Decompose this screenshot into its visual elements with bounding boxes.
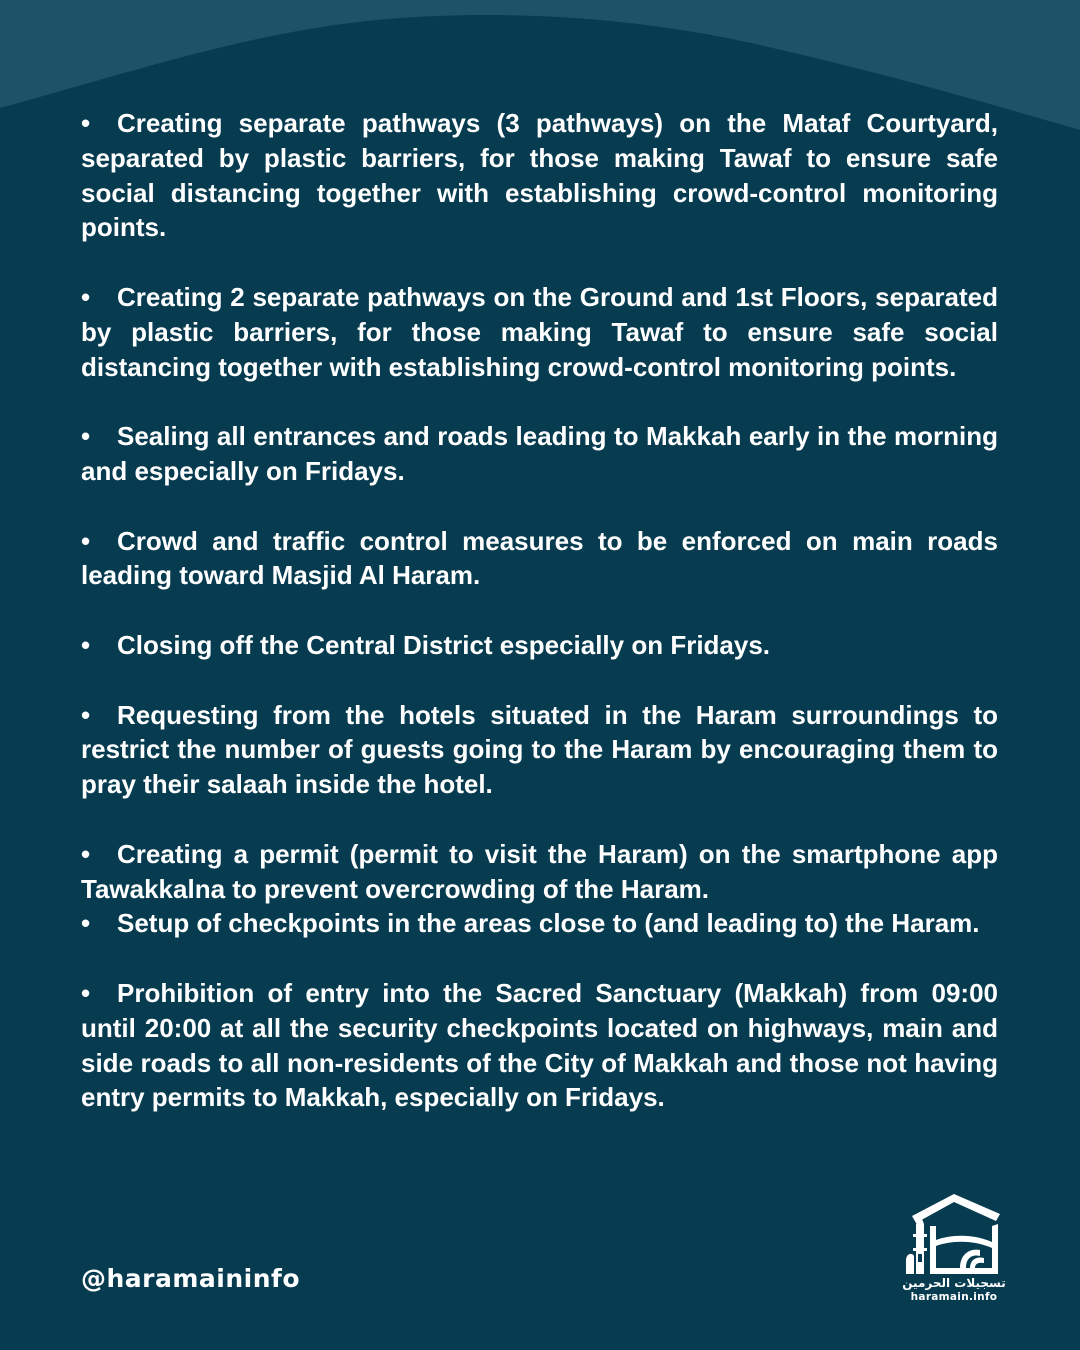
bullet-item (81, 837, 998, 907)
logo-url-text: haramain.info (910, 1291, 998, 1303)
bullet-text: Prohibition of entry into the Sacred Sanctuary (Makkah) from 09:00 until 20:00 at all the security checkpoints located on highways, main and side roads to all non-residents of the City of Makkah and those not having entry permits to Makkah, especially on Fridays. (81, 977, 998, 1113)
kaaba-minaret-icon (904, 1190, 1004, 1276)
bullet-text: Setup of checkpoints in the areas close to (and leading to) the Haram. (117, 908, 980, 939)
bullet-text: Creating 2 separate pathways on the Ground and 1st Floors, separated by plastic barriers, for those making Tawaf to ensure safe social distancing together with establishing crowd-control monitoring points. (81, 281, 998, 382)
bullet-marker: • (81, 977, 91, 1008)
bullet-item (81, 106, 998, 245)
bullet-text: Crowd and traffic control measures to be enforced on main roads leading toward Masjid Al Haram. (81, 525, 998, 591)
social-handle: @haramaininfo (81, 1264, 301, 1293)
bullet-item (81, 524, 998, 594)
bullet-item (81, 906, 998, 941)
bullet-marker: • (81, 629, 91, 660)
bullet-text: Creating a permit (permit to visit the Haram) on the smartphone app Tawakkalna to prevent overcrowding of the Haram. (81, 838, 998, 904)
bullet-item (81, 628, 998, 663)
bullet-text: Requesting from the hotels situated in the Haram surroundings to restrict the number of guests going to the Haram by encouraging them to pray their salaah inside the hotel. (81, 699, 998, 800)
bullet-item (81, 280, 998, 384)
bullet-text: Creating separate pathways (3 pathways) on the Mataf Courtyard, separated by plastic barriers, for those making Tawaf to ensure safe social distancing together with establishing crowd-control monitoring points. (81, 108, 998, 243)
bullet-marker: • (81, 525, 91, 556)
bullet-marker: • (81, 421, 91, 452)
logo-arabic-text: تسجيلات الحرمين (902, 1276, 1006, 1290)
bullet-text: Closing off the Central District especially on Fridays. (117, 629, 771, 660)
bullet-text: Sealing all entrances and roads leading to Makkah early in the morning and especially on Fridays. (81, 421, 998, 486)
announcement-content (81, 106, 998, 1115)
bullet-item (81, 698, 998, 802)
bullet-marker: • (81, 281, 91, 312)
haramain-logo (900, 1190, 1008, 1320)
bullet-marker: • (81, 908, 91, 939)
bullet-item (81, 976, 998, 1115)
bullet-marker: • (81, 108, 91, 138)
bullet-marker: • (81, 699, 91, 730)
bullet-marker: • (81, 838, 91, 869)
bullet-item (81, 419, 998, 489)
